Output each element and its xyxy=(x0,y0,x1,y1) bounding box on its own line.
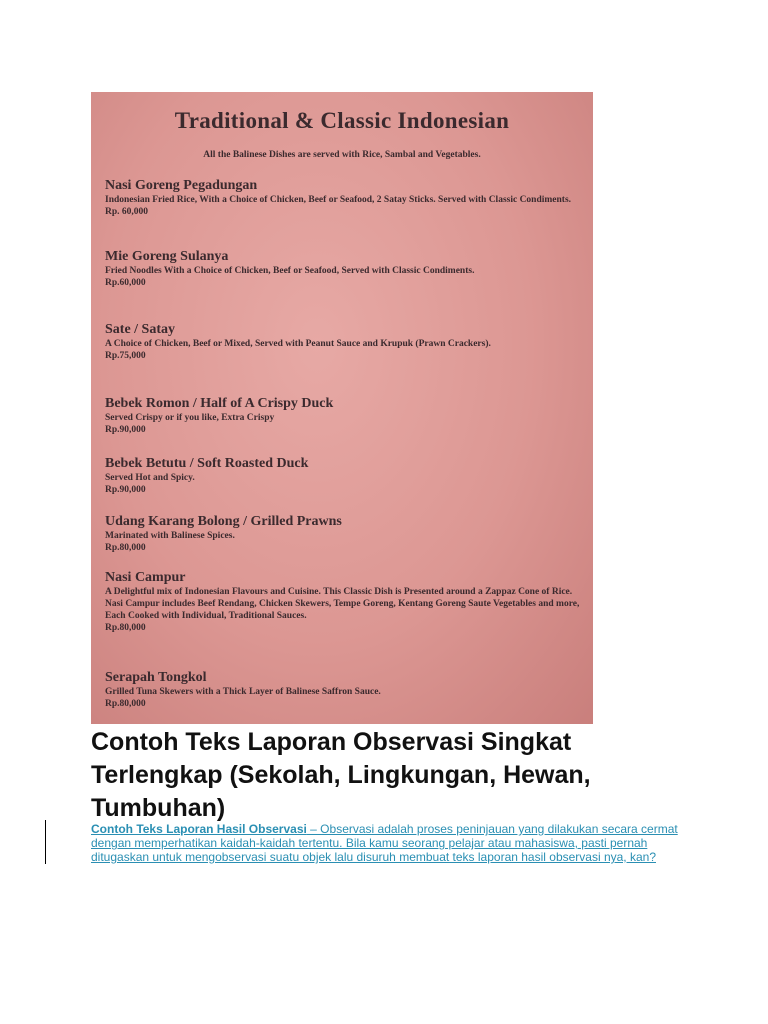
text-cursor-bar xyxy=(45,820,46,864)
menu-photo xyxy=(91,92,593,724)
menu-item-price: Rp.80,000 xyxy=(105,623,146,633)
menu-item-name: Sate / Satay xyxy=(105,322,175,337)
menu-item-name: Bebek Betutu / Soft Roasted Duck xyxy=(105,456,309,471)
menu-item-nasi-goreng xyxy=(105,178,585,218)
menu-item-description: Fried Noodles With a Choice of Chicken, Beef or Seafood, Served with Classic Condiments. xyxy=(105,266,475,276)
menu-item-price: Rp.75,000 xyxy=(105,351,146,361)
menu-item-name: Udang Karang Bolong / Grilled Prawns xyxy=(105,514,342,529)
menu-item-price: Rp.80,000 xyxy=(105,543,146,553)
menu-item-description: Grilled Tuna Skewers with a Thick Layer of Balinese Saffron Sauce. xyxy=(105,687,381,697)
menu-item-bebek-romon xyxy=(105,396,585,436)
menu-item-description: Served Hot and Spicy. xyxy=(105,473,195,483)
menu-item-price: Rp.60,000 xyxy=(105,278,146,288)
menu-item-description: A Delightful mix of Indonesian Flavours and Cuisine. This Classic Dish is Presented around a Zappaz Cone of Rice. Nasi Campur includes Beef Rendang, Chicken Skewers, Tempe Goreng, Kentang Goreng Saute Vegetables and more, Each Cooked with Individual, Traditional Sauces. xyxy=(105,587,580,621)
menu-item-serapah-tongkol xyxy=(105,670,585,710)
article-title: Contoh Teks Laporan Observasi Singkat Terlengkap (Sekolah, Lingkungan, Hewan, Tumbuhan) xyxy=(91,728,591,822)
menu-title: Traditional & Classic Indonesian xyxy=(174,108,510,133)
menu-item-name: Serapah Tongkol xyxy=(105,670,207,685)
menu-item-description: Served Crispy or if you like, Extra Crispy xyxy=(105,413,275,423)
article-link[interactable]: Contoh Teks Laporan Hasil Observasi xyxy=(91,822,307,836)
menu-item-name: Nasi Goreng Pegadungan xyxy=(105,178,258,193)
menu-item-name: Nasi Campur xyxy=(105,570,186,585)
menu-item-price: Rp.80,000 xyxy=(105,699,146,709)
menu-item-description: Indonesian Fried Rice, With a Choice of Chicken, Beef or Seafood, 2 Satay Sticks. Served with Classic Condiments. xyxy=(105,195,572,205)
menu-subtitle: All the Balinese Dishes are served with Rice, Sambal and Vegetables. xyxy=(203,150,481,160)
article-body xyxy=(91,822,691,864)
menu-item-description: A Choice of Chicken, Beef or Mixed, Served with Peanut Sauce and Krupuk (Prawn Crackers). xyxy=(105,339,491,349)
article-body-text: – Observasi adalah proses peninjauan yang dilakukan secara cermat dengan memperhatikan kaidah-kaidah tertentu. Bila kamu seorang pelajar atau mahasiswa, pasti pernah ditugaskan untuk mengobservasi suatu objek lalu disuruh membuat teks laporan hasil observasi nya, kan? xyxy=(91,822,678,864)
menu-item-price: Rp.90,000 xyxy=(105,425,146,435)
menu-item-mie-goreng xyxy=(105,249,585,289)
menu-item-bebek-betutu xyxy=(105,456,585,496)
menu-item-name: Bebek Romon / Half of A Crispy Duck xyxy=(105,396,334,411)
menu-item-name: Mie Goreng Sulanya xyxy=(105,249,229,264)
menu-item-udang-karang xyxy=(105,514,585,554)
menu-item-sate xyxy=(105,322,585,362)
menu-item-price: Rp. 60,000 xyxy=(105,207,149,217)
menu-item-description: Marinated with Balinese Spices. xyxy=(105,531,235,541)
menu-item-nasi-campur xyxy=(105,570,585,634)
menu-item-price: Rp.90,000 xyxy=(105,485,146,495)
